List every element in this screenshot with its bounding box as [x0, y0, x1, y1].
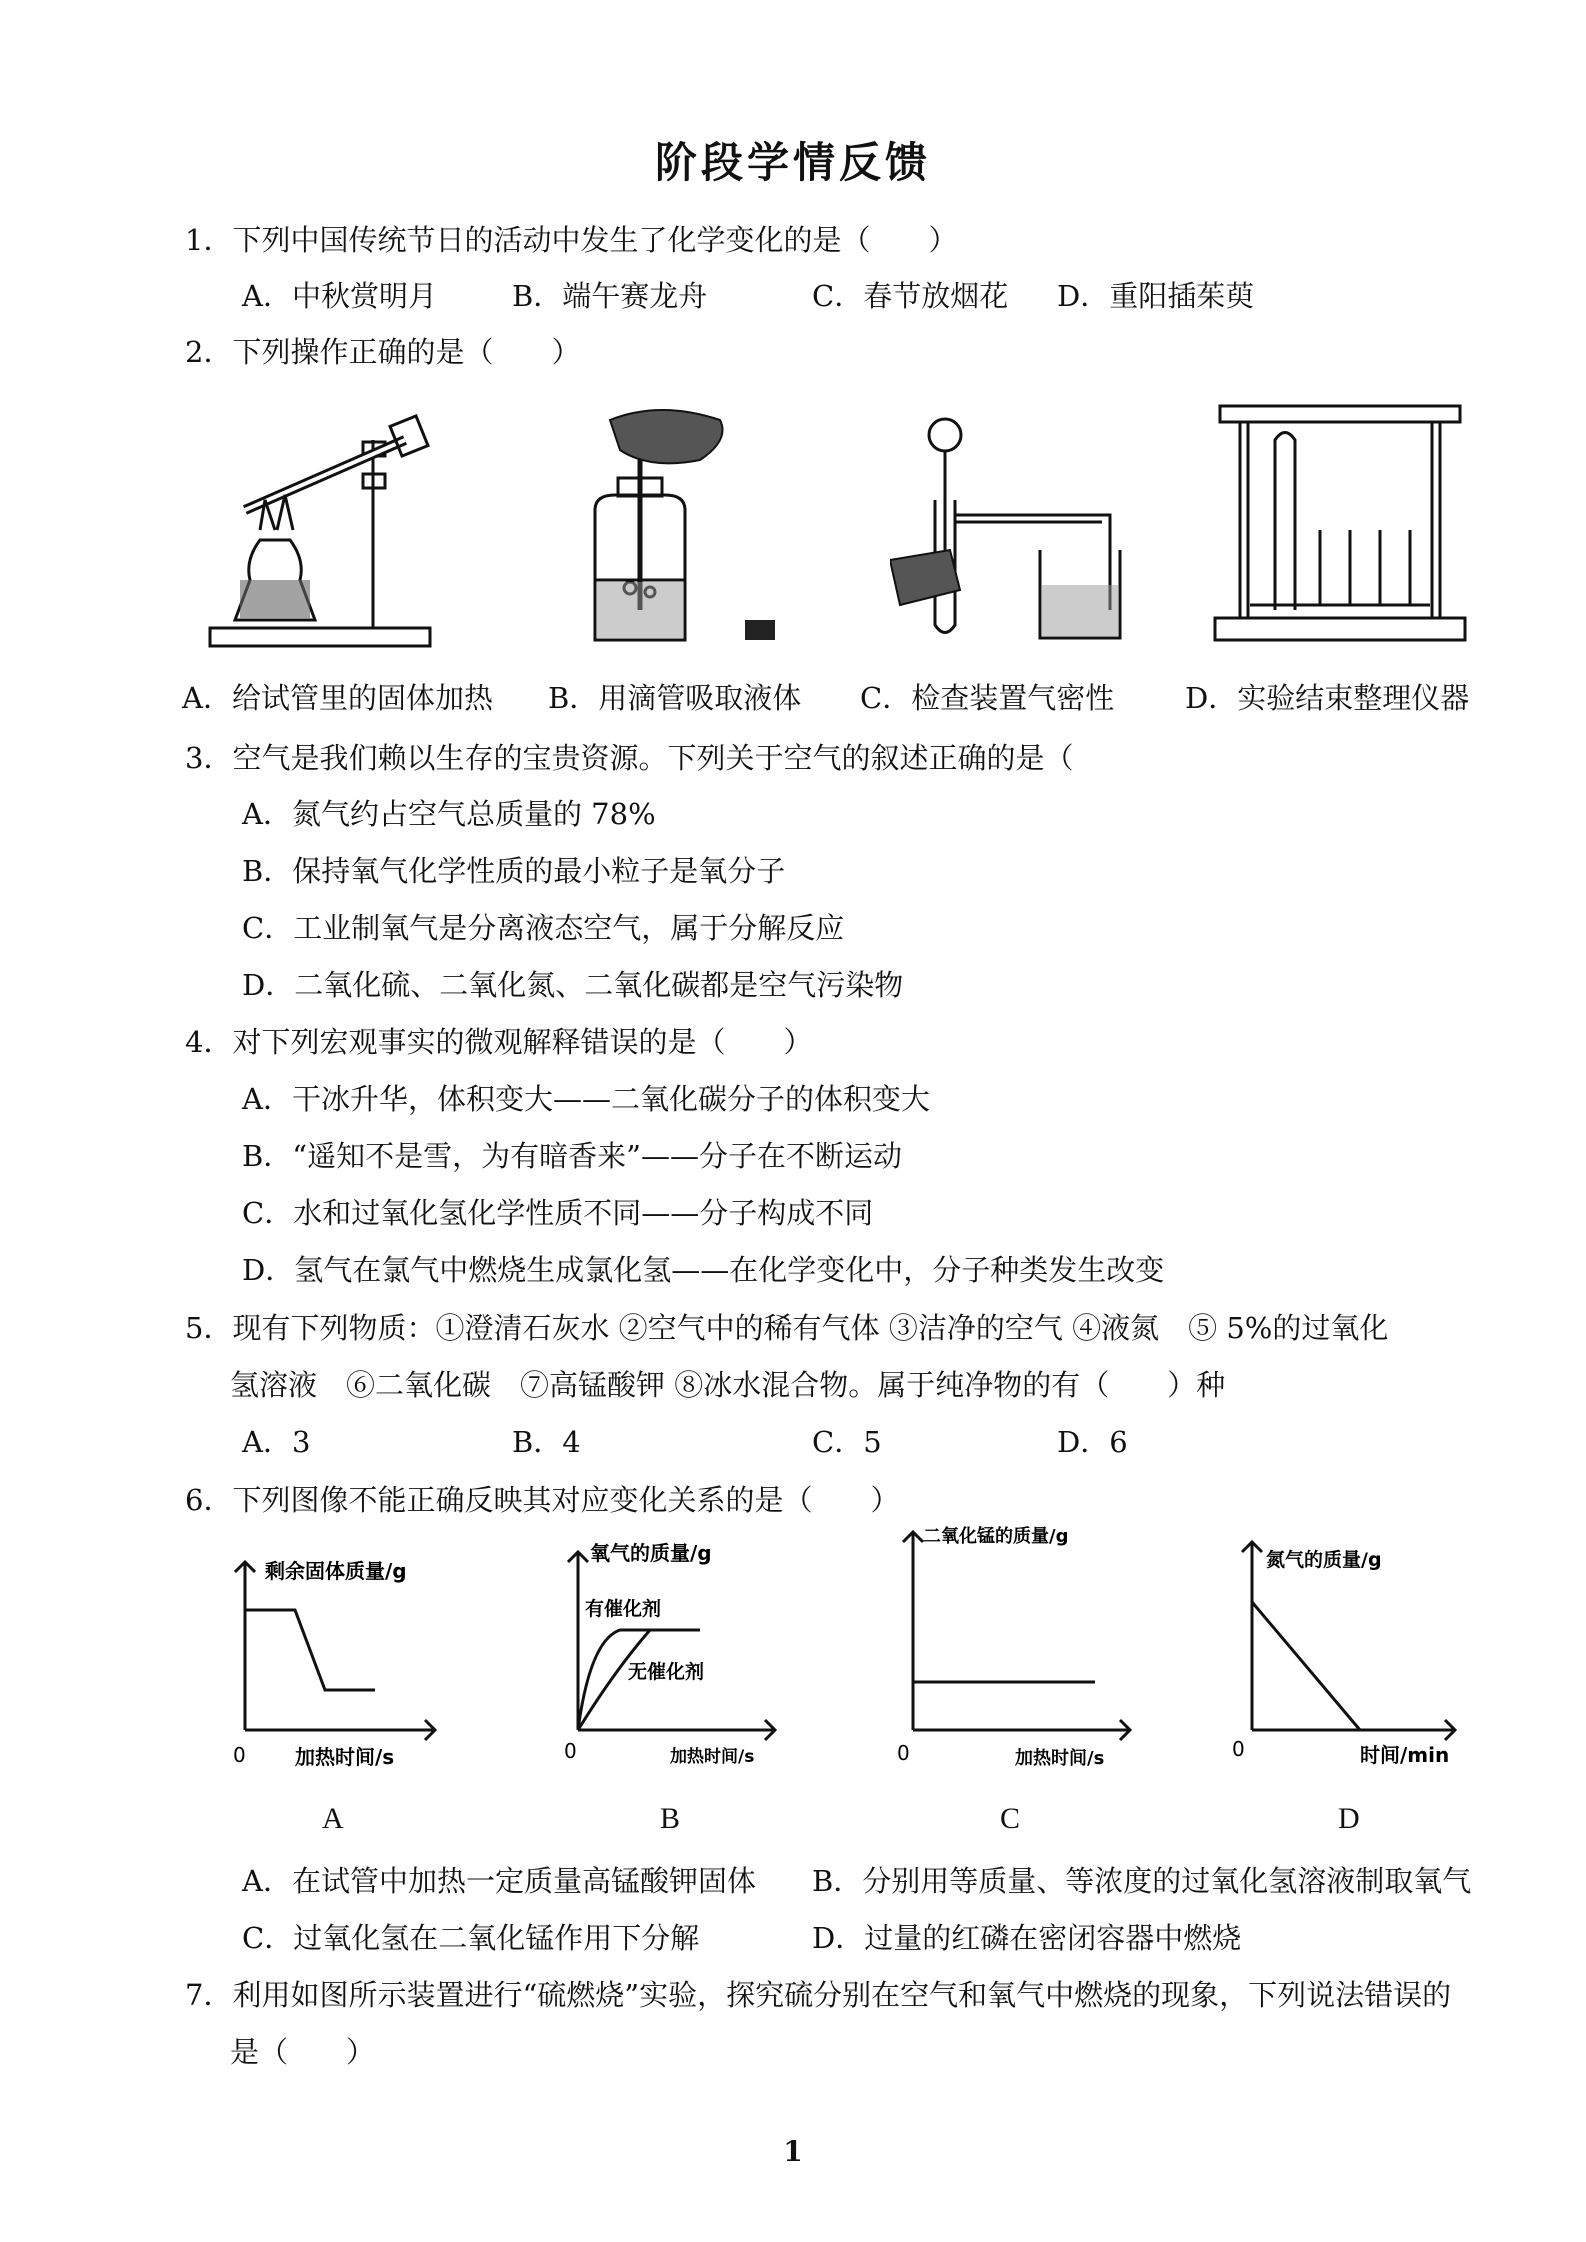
figure-caption-d: D．实验结束整理仪器: [1185, 681, 1470, 715]
question-1-option-c: C．春节放烟花: [812, 279, 1009, 313]
graph-a-xlabel: 加热时间/s: [295, 1745, 395, 1769]
question-4-option-c: C．水和过氧化氢化学性质不同——分子构成不同: [242, 1196, 874, 1230]
question-1-option-b: B．端午赛龙舟: [512, 279, 708, 313]
graph-a-origin: 0: [233, 1743, 246, 1767]
graph-b: [560, 1530, 790, 1770]
question-6-option-a: A．在试管中加热一定质量高锰酸钾固体: [242, 1864, 756, 1898]
question-7-line-1: 7．利用如图所示装置进行“硫燃烧”实验，探究硫分别在空气和氧气中燃烧的现象，下列说法错误的: [185, 1978, 1452, 2012]
question-1-stem: 1．下列中国传统节日的活动中发生了化学变化的是（ ）: [185, 223, 958, 257]
graph-d-xlabel: 时间/min: [1360, 1743, 1450, 1767]
question-5-option-b: B．4: [512, 1425, 581, 1459]
question-3-option-a: A．氮气约占空气总质量的 78%: [242, 797, 656, 831]
graph-a: [225, 1540, 455, 1770]
graph-b-xlabel: 加热时间/s: [670, 1747, 755, 1767]
question-1-option-d: D．重阳插茱萸: [1057, 279, 1255, 313]
graph-d-label: D: [1338, 1802, 1360, 1835]
question-2-stem: 2．下列操作正确的是（ ）: [185, 335, 581, 369]
question-1-option-a: A．中秋赏明月: [242, 279, 437, 313]
graph-b-origin: 0: [564, 1739, 577, 1763]
graph-d: [1230, 1530, 1470, 1770]
question-5-line-1: 5．现有下列物质：①澄清石灰水 ②空气中的稀有气体 ③洁净的空气 ④液氮 ⑤ 5%的过氧化: [185, 1311, 1389, 1345]
question-5-option-a: A．3: [242, 1425, 311, 1459]
question-5-option-d: D．6: [1057, 1425, 1128, 1459]
question-6-option-b: B．分别用等质量、等浓度的过氧化氢溶液制取氧气: [812, 1864, 1472, 1898]
page-number: 1: [783, 2135, 803, 2168]
figure-heating-test-tube: [205, 400, 455, 660]
graph-c-xlabel: 加热时间/s: [1015, 1748, 1105, 1769]
graph-b-curve-catalyst: 有催化剂: [585, 1598, 662, 1620]
question-3-stem: 3．空气是我们赖以生存的宝贵资源。下列关于空气的叙述正确的是（: [185, 741, 1074, 775]
question-4-option-a: A．干冰升华，体积变大——二氧化碳分子的体积变大: [242, 1082, 930, 1116]
figure-caption-a: A．给试管里的固体加热: [182, 681, 493, 715]
question-3-option-b: B．保持氧气化学性质的最小粒子是氧分子: [242, 854, 786, 888]
graph-a-ylabel: 剩余固体质量/g: [265, 1559, 407, 1583]
question-6-option-d: D．过量的红磷在密闭容器中燃烧: [812, 1921, 1242, 1955]
page-title: 阶段学情反馈: [654, 138, 931, 187]
graph-d-ylabel: 氮气的质量/g: [1266, 1549, 1382, 1571]
graph-b-label: B: [660, 1802, 681, 1835]
figure-caption-c: C．检查装置气密性: [860, 681, 1115, 715]
graph-c-ylabel: 二氧化锰的质量/g: [923, 1526, 1069, 1547]
figure-test-tube-rack: [1210, 400, 1470, 650]
question-4-option-b: B．“遥知不是雪，为有暗香来”——分子在不断运动: [242, 1139, 902, 1173]
question-7-line-2: 是（ ）: [230, 2035, 376, 2069]
graph-c: [895, 1520, 1145, 1770]
graph-c-origin: 0: [897, 1741, 910, 1765]
graph-b-ylabel: 氧气的质量/g: [590, 1541, 712, 1565]
figure-caption-b: B．用滴管吸取液体: [548, 681, 802, 715]
graph-d-origin: 0: [1232, 1737, 1245, 1761]
graph-b-curve-no-catalyst: 无催化剂: [628, 1661, 705, 1683]
question-6-stem: 6．下列图像不能正确反映其对应变化关系的是（ ）: [185, 1483, 900, 1517]
question-3-option-d: D．二氧化硫、二氧化氮、二氧化碳都是空气污染物: [242, 968, 904, 1002]
graph-a-label: A: [322, 1802, 344, 1835]
question-5-option-c: C．5: [812, 1425, 882, 1459]
graph-c-label: C: [1000, 1802, 1021, 1835]
figure-airtightness-check: [890, 410, 1130, 650]
question-3-option-c: C．工业制氧气是分离液态空气，属于分解反应: [242, 911, 845, 945]
question-6-option-c: C．过氧化氢在二氧化锰作用下分解: [242, 1921, 700, 1955]
question-4-stem: 4．对下列宏观事实的微观解释错误的是（ ）: [185, 1025, 813, 1059]
question-4-option-d: D．氢气在氯气中燃烧生成氯化氢——在化学变化中，分子种类发生改变: [242, 1253, 1165, 1287]
question-5-line-2: 氢溶液 ⑥二氧化碳 ⑦高锰酸钾 ⑧冰水混合物。属于纯净物的有（ ）种: [230, 1368, 1226, 1402]
figure-dropper: [580, 400, 810, 650]
